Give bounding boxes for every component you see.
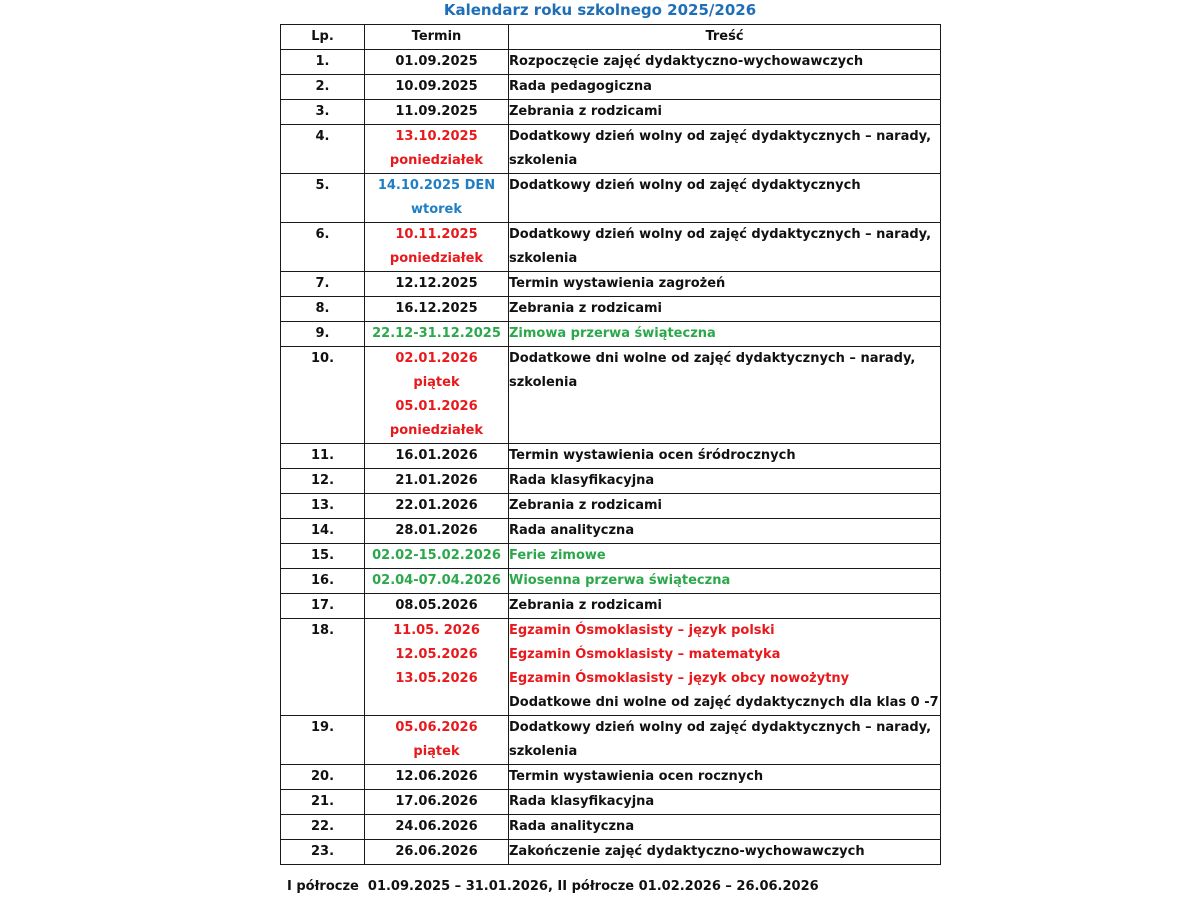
description-cell <box>509 519 941 544</box>
description-cell <box>509 272 941 297</box>
term-line: 01.09.2025 <box>395 54 478 69</box>
term-line: 16.01.2026 <box>395 448 478 463</box>
description-cell <box>509 765 941 790</box>
description-line: Dodatkowy dzień wolny od zajęć dydaktycznych <box>509 178 861 193</box>
term-line: poniedziałek <box>389 423 484 438</box>
table-header-row <box>281 25 941 50</box>
table-row <box>281 815 941 840</box>
description-line: Dodatkowy dzień wolny od zajęć dydaktycznych – narady, <box>509 720 932 735</box>
description-line: Ferie zimowe <box>509 548 606 563</box>
term-cell <box>365 297 509 322</box>
semester-footer: I półrocze 01.09.2025 – 31.01.2026, II półrocze 01.02.2026 – 26.06.2026 <box>287 879 819 894</box>
table-row <box>281 790 941 815</box>
document-title: Kalendarz roku szkolnego 2025/2026 <box>443 1 757 19</box>
table-row <box>281 519 941 544</box>
term-cell <box>365 716 509 765</box>
term-cell <box>365 790 509 815</box>
description-cell <box>509 444 941 469</box>
description-cell <box>509 347 941 444</box>
term-line: 02.02-15.02.2026 <box>372 548 501 563</box>
description-cell <box>509 297 941 322</box>
row-number: 1. <box>281 50 365 75</box>
term-line: 16.12.2025 <box>395 301 478 316</box>
row-number: 15. <box>281 544 365 569</box>
description-cell <box>509 50 941 75</box>
term-line: piątek <box>413 744 460 759</box>
row-number: 16. <box>281 569 365 594</box>
term-cell <box>365 272 509 297</box>
description-line: Egzamin Ósmoklasisty – język obcy nowożytny <box>509 671 850 686</box>
term-line: 05.06.2026 <box>395 720 478 735</box>
header-termin: Termin <box>365 25 509 50</box>
term-line: 11.09.2025 <box>395 104 478 119</box>
term-cell <box>365 815 509 840</box>
term-cell <box>365 594 509 619</box>
table-row <box>281 594 941 619</box>
description-line: Zakończenie zajęć dydaktyczno-wychowawczych <box>509 844 865 859</box>
description-line: Termin wystawienia zagrożeń <box>509 276 726 291</box>
description-line: Rada klasyfikacyjna <box>509 473 655 488</box>
row-number: 20. <box>281 765 365 790</box>
term-line: 22.12-31.12.2025 <box>372 326 501 341</box>
description-line: Dodatkowy dzień wolny od zajęć dydaktycznych – narady, <box>509 129 932 144</box>
term-cell <box>365 840 509 865</box>
table-row <box>281 174 941 223</box>
table-row <box>281 765 941 790</box>
row-number: 3. <box>281 100 365 125</box>
header-lp: Lp. <box>281 25 365 50</box>
term-cell <box>365 619 509 716</box>
row-number: 6. <box>281 223 365 272</box>
term-cell <box>365 347 509 444</box>
table-row <box>281 716 941 765</box>
term-line: poniedziałek <box>389 251 484 266</box>
table-row <box>281 322 941 347</box>
description-line: Dodatkowe dni wolne od zajęć dydaktycznych – narady, <box>509 351 916 366</box>
description-cell <box>509 840 941 865</box>
description-line: Rada klasyfikacyjna <box>509 794 655 809</box>
description-line: Termin wystawienia ocen rocznych <box>509 769 764 784</box>
term-cell <box>365 494 509 519</box>
term-cell <box>365 174 509 223</box>
term-line: 12.06.2026 <box>395 769 478 784</box>
description-cell <box>509 100 941 125</box>
row-number: 22. <box>281 815 365 840</box>
term-cell <box>365 75 509 100</box>
term-cell <box>365 322 509 347</box>
row-number: 2. <box>281 75 365 100</box>
table-row <box>281 569 941 594</box>
term-line: 02.01.2026 <box>395 351 478 366</box>
term-line: poniedziałek <box>389 153 484 168</box>
description-cell <box>509 619 941 716</box>
row-number: 4. <box>281 125 365 174</box>
row-number: 17. <box>281 594 365 619</box>
term-line: 10.11.2025 <box>395 227 478 242</box>
description-cell <box>509 716 941 765</box>
table-row <box>281 100 941 125</box>
description-line: Zebrania z rodzicami <box>509 498 662 513</box>
description-cell <box>509 790 941 815</box>
row-number: 14. <box>281 519 365 544</box>
term-cell <box>365 544 509 569</box>
term-line: 13.10.2025 <box>395 129 478 144</box>
term-line: 17.06.2026 <box>395 794 478 809</box>
row-number: 9. <box>281 322 365 347</box>
row-number: 12. <box>281 469 365 494</box>
row-number: 5. <box>281 174 365 223</box>
description-line: Termin wystawienia ocen śródrocznych <box>509 448 796 463</box>
description-line: Dodatkowe dni wolne od zajęć dydaktycznych dla klas 0 -7 <box>509 695 939 710</box>
table-row <box>281 125 941 174</box>
description-cell <box>509 544 941 569</box>
term-line: 14.10.2025 DEN <box>377 178 496 193</box>
term-cell <box>365 100 509 125</box>
description-cell <box>509 322 941 347</box>
description-line: Zebrania z rodzicami <box>509 104 662 119</box>
table-row <box>281 347 941 444</box>
term-cell <box>365 469 509 494</box>
row-number: 7. <box>281 272 365 297</box>
row-number: 23. <box>281 840 365 865</box>
description-line: Rada pedagogiczna <box>509 79 652 94</box>
term-line: 11.05. 2026 <box>393 623 480 638</box>
description-cell <box>509 75 941 100</box>
term-line: 12.12.2025 <box>395 276 478 291</box>
description-line: Zimowa przerwa świąteczna <box>509 326 716 341</box>
description-cell <box>509 469 941 494</box>
description-line: Zebrania z rodzicami <box>509 598 662 613</box>
term-line: piątek <box>413 375 460 390</box>
description-line: Dodatkowy dzień wolny od zajęć dydaktycznych – narady, <box>509 227 932 242</box>
description-cell <box>509 125 941 174</box>
table-row <box>281 75 941 100</box>
term-cell <box>365 569 509 594</box>
term-line: 05.01.2026 <box>395 399 478 414</box>
description-line: szkolenia <box>509 153 578 168</box>
row-number: 19. <box>281 716 365 765</box>
description-line: Egzamin Ósmoklasisty – matematyka <box>509 647 781 662</box>
term-cell <box>365 765 509 790</box>
description-line: Rozpoczęcie zajęć dydaktyczno-wychowawczych <box>509 54 864 69</box>
term-line: 08.05.2026 <box>395 598 478 613</box>
term-line: 13.05.2026 <box>395 671 478 686</box>
term-line: 21.01.2026 <box>395 473 478 488</box>
description-line: szkolenia <box>509 251 578 266</box>
table-body <box>281 50 941 865</box>
row-number: 11. <box>281 444 365 469</box>
term-cell <box>365 519 509 544</box>
term-cell <box>365 125 509 174</box>
table-row <box>281 444 941 469</box>
header-tresc: Treść <box>509 25 941 50</box>
description-line: Rada analityczna <box>509 523 635 538</box>
table-row <box>281 544 941 569</box>
description-cell <box>509 815 941 840</box>
description-cell <box>509 494 941 519</box>
table-row <box>281 297 941 322</box>
term-line: 12.05.2026 <box>395 647 478 662</box>
description-line: Egzamin Ósmoklasisty – język polski <box>509 623 775 638</box>
term-line: 02.04-07.04.2026 <box>372 573 501 588</box>
table-row <box>281 469 941 494</box>
table-row <box>281 50 941 75</box>
description-line: Rada analityczna <box>509 819 635 834</box>
description-line: Zebrania z rodzicami <box>509 301 662 316</box>
table-row <box>281 619 941 716</box>
calendar-table <box>280 24 941 865</box>
row-number: 21. <box>281 790 365 815</box>
table-row <box>281 223 941 272</box>
term-cell <box>365 50 509 75</box>
description-line: szkolenia <box>509 375 578 390</box>
term-cell <box>365 223 509 272</box>
row-number: 13. <box>281 494 365 519</box>
term-line: 10.09.2025 <box>395 79 478 94</box>
row-number: 8. <box>281 297 365 322</box>
description-cell <box>509 174 941 223</box>
term-line: 28.01.2026 <box>395 523 478 538</box>
row-number: 10. <box>281 347 365 444</box>
description-cell <box>509 569 941 594</box>
term-line: 26.06.2026 <box>395 844 478 859</box>
term-line: 22.01.2026 <box>395 498 478 513</box>
description-line: szkolenia <box>509 744 578 759</box>
term-line: wtorek <box>410 202 463 217</box>
table-row <box>281 494 941 519</box>
description-line: Wiosenna przerwa świąteczna <box>509 573 731 588</box>
table-row <box>281 840 941 865</box>
term-line: 24.06.2026 <box>395 819 478 834</box>
description-cell <box>509 223 941 272</box>
description-cell <box>509 594 941 619</box>
term-cell <box>365 444 509 469</box>
table-row <box>281 272 941 297</box>
row-number: 18. <box>281 619 365 716</box>
